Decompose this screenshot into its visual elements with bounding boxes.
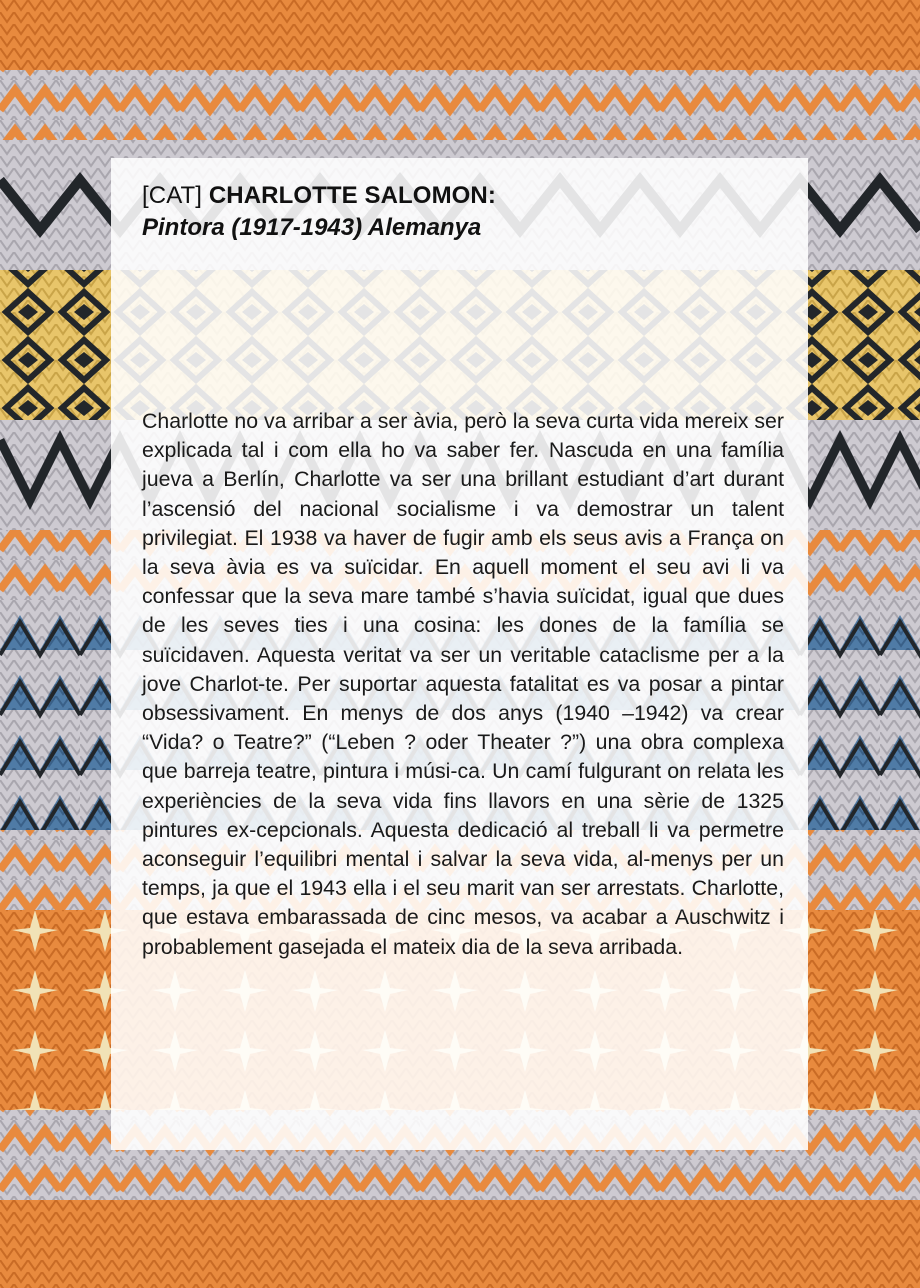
card-subtitle: Pintora (1917-1943) Alemanya bbox=[142, 214, 482, 241]
language-tag: [CAT] bbox=[142, 182, 203, 209]
person-name: CHARLOTTE SALOMON: bbox=[208, 182, 496, 209]
biography-text: Charlotte no va arribar a ser àvia, però la seva curta vida mereix ser explicada tal i com ella ho va saber fer. Nascuda en una família jueva a Berlín, Charlotte va ser una brillant estudiant d’art durant l’ascensió del nacional socialisme i va demostrar un talent privilegiat. El 1938 va haver de fugir amb els seus avis a França on la seva àvia es va suïcidar. En aquell moment el seu avi li va confessar que la seva mare també s’havia suïcidat, igual que dues de les seves ties i una cosina: les dones de la família se suïcidaven. Aquesta veritat va ser un veritable cataclisme per a la jove Charlot-te. Per suportar aquesta fatalitat es va posar a pintar obsessivament. En menys de dos anys (1940 –1942) va crear “Vida? o Teatre?” (“Leben ? oder Theater ?”) una obra complexa que barreja teatre, pintura i músi-ca. Un camí fulgurant on relata les experiències de la seva vida fins llavors en una sèrie de 1325 pintures ex-cepcionals. Aquesta dedicació al treball li va permetre aconseguir l’equilibri mental i salvar la seva vida, al-menys per un temps, ja que el 1943 ella i el seu marit van ser arrestats. Charlotte, que estava embarassada de cinc mesos, va acabar a Auschwitz i probablement gasejada el mateix dia de la seva arribada. bbox=[142, 409, 784, 959]
card-title bbox=[142, 180, 778, 212]
text-card bbox=[111, 158, 808, 1150]
